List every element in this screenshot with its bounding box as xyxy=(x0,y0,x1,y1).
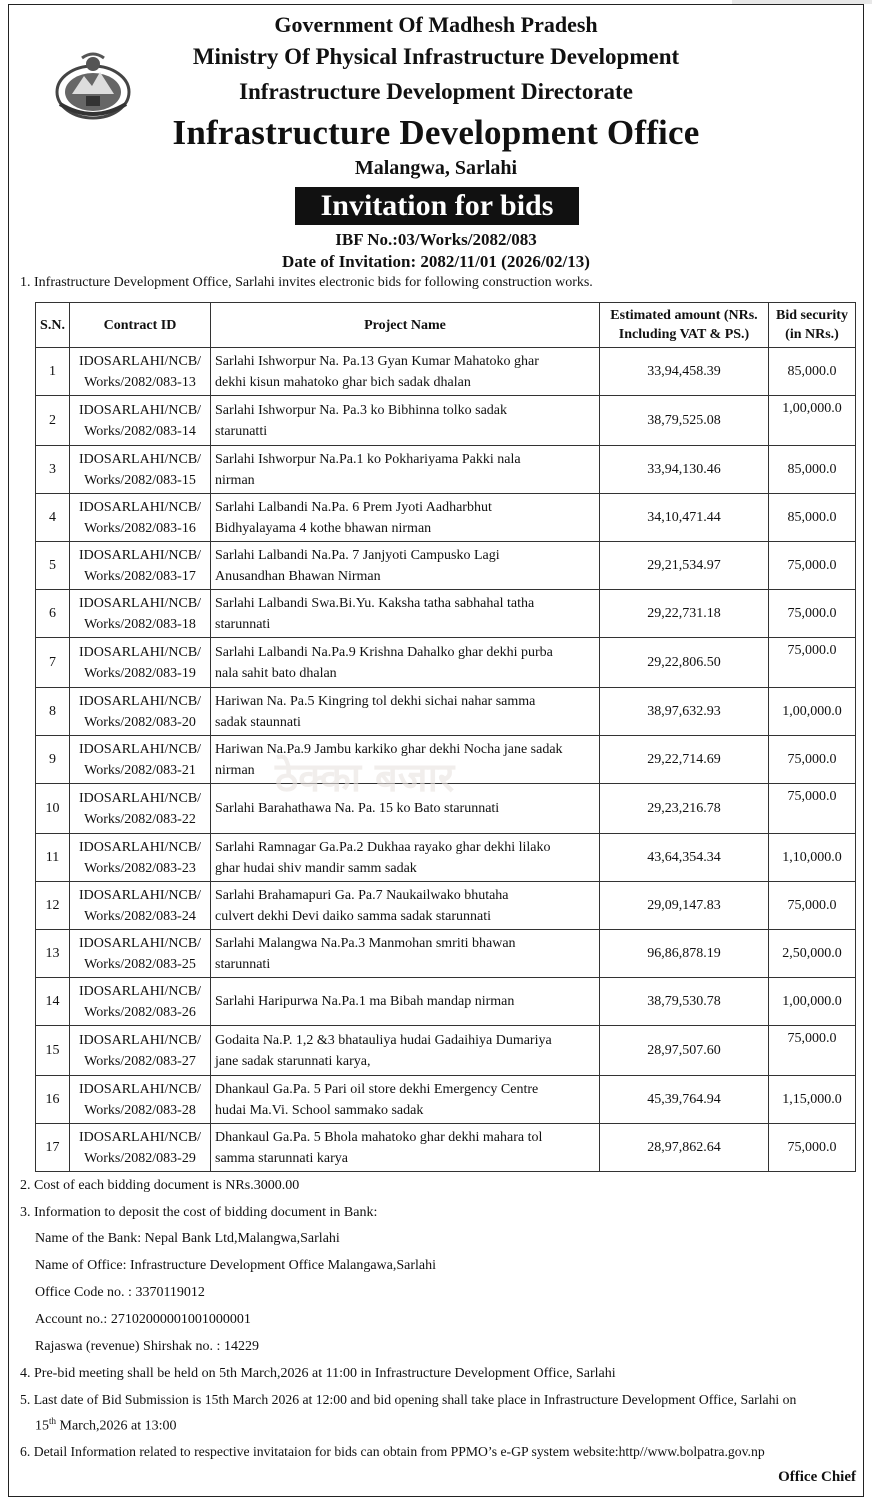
row-amount: 29,09,147.83 xyxy=(600,882,769,930)
row-amount: 43,64,354.34 xyxy=(600,834,769,882)
row-security: 1,00,000.0 xyxy=(769,688,856,736)
row-sn: 17 xyxy=(36,1124,70,1172)
row-contract-id: IDOSARLAHI/NCB/ Works/2082/083-17 xyxy=(70,542,211,590)
row-contract-id: IDOSARLAHI/NCB/ Works/2082/083-16 xyxy=(70,494,211,542)
bank-name: Name of the Bank: Nepal Bank Ltd,Malangwa,Sarlahi xyxy=(35,1231,340,1246)
row-security: 75,000.0 xyxy=(769,1124,856,1172)
row-sn: 15 xyxy=(36,1026,70,1076)
row-contract-id: IDOSARLAHI/NCB/ Works/2082/083-19 xyxy=(70,638,211,688)
row-project-name: Dhankaul Ga.Pa. 5 Pari oil store dekhi Emergency Centre hudai Ma.Vi. School sammako sadak xyxy=(211,1076,600,1124)
row-sn: 9 xyxy=(36,736,70,784)
row-contract-id: IDOSARLAHI/NCB/ Works/2082/083-25 xyxy=(70,930,211,978)
row-sn: 8 xyxy=(36,688,70,736)
row-contract-id: IDOSARLAHI/NCB/ Works/2082/083-20 xyxy=(70,688,211,736)
row-security: 1,10,000.0 xyxy=(769,834,856,882)
table-row xyxy=(36,736,856,784)
row-sn: 5 xyxy=(36,542,70,590)
row-project-name: Sarlahi Ishworpur Na.Pa.1 ko Pokhariyama Pakki nala nirman xyxy=(211,446,600,494)
table-row xyxy=(36,494,856,542)
row-contract-id: IDOSARLAHI/NCB/ Works/2082/083-26 xyxy=(70,978,211,1026)
row-sn: 1 xyxy=(36,348,70,396)
col-header-security: Bid security (in NRs.) xyxy=(769,303,856,348)
row-project-name: Sarlahi Brahamapuri Ga. Pa.7 Naukailwako bhutaha culvert dekhi Devi daiko samma sadak starunnati xyxy=(211,882,600,930)
table-row xyxy=(36,590,856,638)
table-row xyxy=(36,784,856,834)
col-header-amount: Estimated amount (NRs. Including VAT & PS.) xyxy=(600,303,769,348)
row-sn: 3 xyxy=(36,446,70,494)
row-project-name: Sarlahi Lalbandi Na.Pa.9 Krishna Dahalko ghar dekhi purba nala sahit bato dhalan xyxy=(211,638,600,688)
header-office: Infrastructure Development Office xyxy=(172,113,700,152)
row-security: 85,000.0 xyxy=(769,446,856,494)
row-security: 75,000.0 xyxy=(769,736,856,784)
row-sn: 13 xyxy=(36,930,70,978)
col-header-contract-id: Contract ID xyxy=(70,303,211,348)
row-amount: 33,94,458.39 xyxy=(600,348,769,396)
row-security: 1,00,000.0 xyxy=(769,978,856,1026)
note-5-line1: 5. Last date of Bid Submission is 15th March 2026 at 12:00 and bid opening shall take place in Infrastructure Development Office, Sarlahi on xyxy=(20,1392,797,1407)
col-header-project-name: Project Name xyxy=(211,303,600,348)
row-contract-id: IDOSARLAHI/NCB/ Works/2082/083-22 xyxy=(70,784,211,834)
row-amount: 45,39,764.94 xyxy=(600,1076,769,1124)
table-row xyxy=(36,542,856,590)
row-contract-id: IDOSARLAHI/NCB/ Works/2082/083-14 xyxy=(70,396,211,446)
invitation-banner: Invitation for bids xyxy=(295,187,579,225)
row-contract-id: IDOSARLAHI/NCB/ Works/2082/083-21 xyxy=(70,736,211,784)
table-row xyxy=(36,978,856,1026)
row-sn: 11 xyxy=(36,834,70,882)
row-contract-id: IDOSARLAHI/NCB/ Works/2082/083-28 xyxy=(70,1076,211,1124)
intro-paragraph: 1. Infrastructure Development Office, Sarlahi invites electronic bids for following construction works. xyxy=(20,275,593,290)
row-amount: 29,22,806.50 xyxy=(600,638,769,688)
col-header-sn: S.N. xyxy=(36,303,70,348)
header-location: Malangwa, Sarlahi xyxy=(354,157,518,179)
row-project-name: Hariwan Na. Pa.5 Kingring tol dekhi sichai nahar samma sadak staunnati xyxy=(211,688,600,736)
table-row xyxy=(36,1026,856,1076)
row-project-name: Hariwan Na.Pa.9 Jambu karkiko ghar dekhi Nocha jane sadak nirman xyxy=(211,736,600,784)
table-row xyxy=(36,930,856,978)
row-amount: 38,79,525.08 xyxy=(600,396,769,446)
row-amount: 28,97,862.64 xyxy=(600,1124,769,1172)
row-contract-id: IDOSARLAHI/NCB/ Works/2082/083-23 xyxy=(70,834,211,882)
row-security: 75,000.0 xyxy=(769,542,856,590)
row-project-name: Sarlahi Ramnagar Ga.Pa.2 Dukhaa rayako ghar dekhi lilako ghar hudai shiv mandir samm sadak xyxy=(211,834,600,882)
office-chief-signature: Office Chief xyxy=(778,1469,856,1485)
row-amount: 33,94,130.46 xyxy=(600,446,769,494)
row-security: 75,000.0 xyxy=(769,638,856,688)
row-contract-id: IDOSARLAHI/NCB/ Works/2082/083-13 xyxy=(70,348,211,396)
table-row xyxy=(36,688,856,736)
row-project-name: Sarlahi Lalbandi Swa.Bi.Yu. Kaksha tatha sabhahal tatha starunnati xyxy=(211,590,600,638)
row-amount: 34,10,471.44 xyxy=(600,494,769,542)
row-contract-id: IDOSARLAHI/NCB/ Works/2082/083-29 xyxy=(70,1124,211,1172)
row-amount: 96,86,878.19 xyxy=(600,930,769,978)
ibf-number: IBF No.:03/Works/2082/083 xyxy=(335,230,537,249)
table-row xyxy=(36,446,856,494)
table-row xyxy=(36,882,856,930)
row-project-name: Sarlahi Lalbandi Na.Pa. 6 Prem Jyoti Aadharbhut Bidhyalayama 4 kothe bhawan nirman xyxy=(211,494,600,542)
note-6: 6. Detail Information related to respective invitataion for bids can obtain from PPMO’s e-GP system website:http//www.bolpatra.gov.np xyxy=(20,1444,765,1459)
row-sn: 6 xyxy=(36,590,70,638)
table-row xyxy=(36,834,856,882)
row-amount: 29,22,731.18 xyxy=(600,590,769,638)
row-sn: 7 xyxy=(36,638,70,688)
row-amount: 29,21,534.97 xyxy=(600,542,769,590)
row-security: 85,000.0 xyxy=(769,348,856,396)
row-security: 75,000.0 xyxy=(769,590,856,638)
row-project-name: Dhankaul Ga.Pa. 5 Bhola mahatoko ghar dekhi mahara tol samma starunnati karya xyxy=(211,1124,600,1172)
row-security: 75,000.0 xyxy=(769,784,856,834)
row-security: 2,50,000.0 xyxy=(769,930,856,978)
row-security: 1,00,000.0 xyxy=(769,396,856,446)
table-row xyxy=(36,396,856,446)
row-security: 75,000.0 xyxy=(769,882,856,930)
row-project-name: Sarlahi Ishworpur Na. Pa.3 ko Bibhinna tolko sadak starunatti xyxy=(211,396,600,446)
row-sn: 10 xyxy=(36,784,70,834)
note-4: 4. Pre-bid meeting shall be held on 5th March,2026 at 11:00 in Infrastructure Development Office, Sarlahi xyxy=(20,1366,616,1381)
table-row xyxy=(36,638,856,688)
watermark: ठेक्का बजार xyxy=(275,755,455,801)
row-project-name: Sarlahi Haripurwa Na.Pa.1 ma Bibah mandap nirman xyxy=(211,978,600,1026)
row-sn: 12 xyxy=(36,882,70,930)
row-contract-id: IDOSARLAHI/NCB/ Works/2082/083-15 xyxy=(70,446,211,494)
row-project-name: Godaita Na.P. 1,2 &3 bhatauliya hudai Gadaihiya Dumariya jane sadak starunnati karya, xyxy=(211,1026,600,1076)
row-project-name: Sarlahi Malangwa Na.Pa.3 Manmohan smriti bhawan starunnati xyxy=(211,930,600,978)
row-amount: 28,97,507.60 xyxy=(600,1026,769,1076)
note-5-line2: 15th March,2026 at 13:00 xyxy=(35,1416,177,1434)
row-amount: 38,79,530.78 xyxy=(600,978,769,1026)
table-row xyxy=(36,348,856,396)
row-sn: 14 xyxy=(36,978,70,1026)
date-of-invitation: Date of Invitation: 2082/11/01 (2026/02/13) xyxy=(282,252,590,271)
header-ministry: Ministry Of Physical Infrastructure Development xyxy=(192,44,680,69)
row-amount: 38,97,632.93 xyxy=(600,688,769,736)
note-3: 3. Information to deposit the cost of bidding document in Bank: xyxy=(20,1205,378,1220)
row-project-name: Sarlahi Ishworpur Na. Pa.13 Gyan Kumar Mahatoko ghar dekhi kisun mahatoko ghar bich sadak dhalan xyxy=(211,348,600,396)
header-directorate: Infrastructure Development Directorate xyxy=(239,79,633,104)
office-name: Name of Office: Infrastructure Development Office Malangawa,Sarlahi xyxy=(35,1258,437,1273)
table-row xyxy=(36,1076,856,1124)
rajaswa-no: Rajaswa (revenue) Shirshak no. : 14229 xyxy=(35,1339,259,1354)
row-sn: 4 xyxy=(36,494,70,542)
header-government: Government Of Madhesh Pradesh xyxy=(274,12,598,37)
row-security: 75,000.0 xyxy=(769,1026,856,1076)
row-amount: 29,22,714.69 xyxy=(600,736,769,784)
row-project-name: Sarlahi Barahathawa Na. Pa. 15 ko Bato starunnati xyxy=(211,784,600,834)
bids-table xyxy=(35,302,856,1172)
row-sn: 2 xyxy=(36,396,70,446)
account-no: Account no.: 27102000001001000001 xyxy=(35,1312,251,1327)
note-2: 2. Cost of each bidding document is NRs.3000.00 xyxy=(20,1178,300,1193)
row-contract-id: IDOSARLAHI/NCB/ Works/2082/083-18 xyxy=(70,590,211,638)
row-sn: 16 xyxy=(36,1076,70,1124)
table-header-row xyxy=(36,303,856,348)
row-security: 1,15,000.0 xyxy=(769,1076,856,1124)
table-row xyxy=(36,1124,856,1172)
row-contract-id: IDOSARLAHI/NCB/ Works/2082/083-24 xyxy=(70,882,211,930)
row-contract-id: IDOSARLAHI/NCB/ Works/2082/083-27 xyxy=(70,1026,211,1076)
row-amount: 29,23,216.78 xyxy=(600,784,769,834)
row-security: 85,000.0 xyxy=(769,494,856,542)
row-project-name: Sarlahi Lalbandi Na.Pa. 7 Janjyoti Campusko Lagi Anusandhan Bhawan Nirman xyxy=(211,542,600,590)
office-code: Office Code no. : 3370119012 xyxy=(35,1285,205,1300)
